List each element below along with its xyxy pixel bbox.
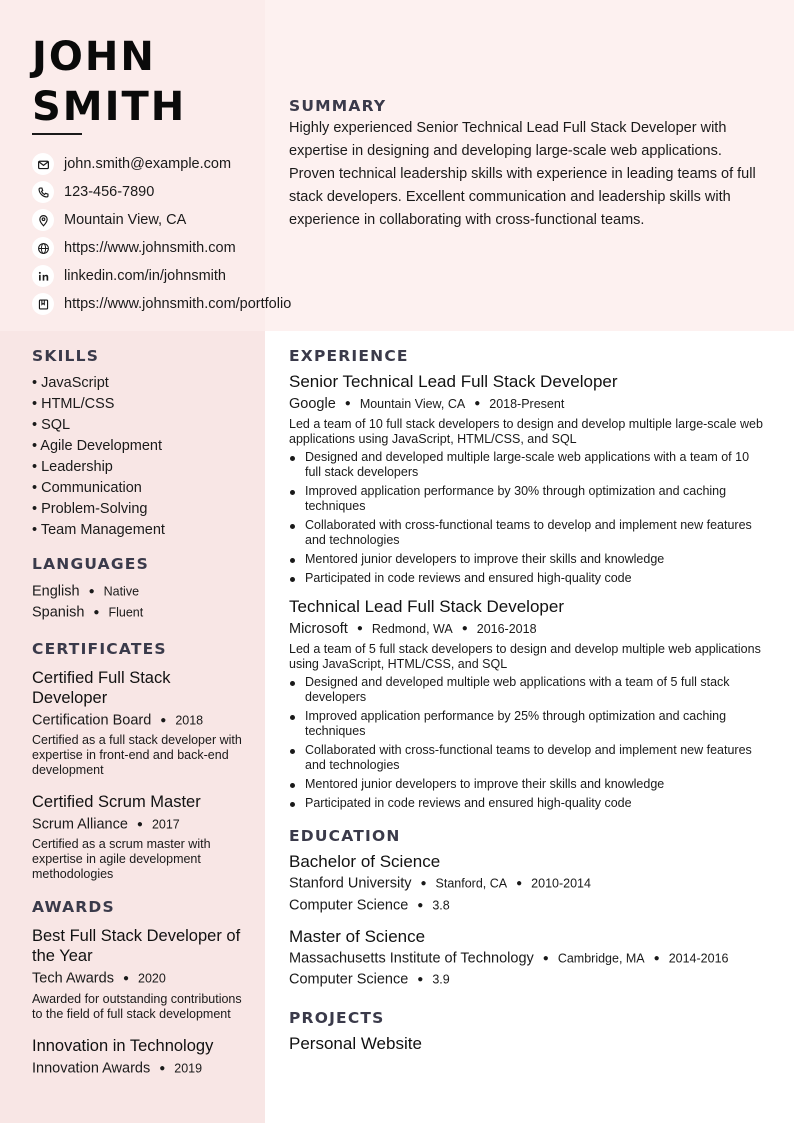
award-title: Best Full Stack Developer of the Year [32,927,241,966]
education-meta [289,948,767,969]
job-company: Microsoft [289,621,348,638]
job-meta [289,618,767,640]
contact-phone-text: 123-456-7890 [64,184,155,200]
education-dates: 2010-2014 [531,876,591,891]
certificate-title: Certified Full Stack Developer [32,668,171,707]
award-issuer: Innovation Awards [32,1059,151,1076]
languages-list [32,581,247,624]
separator-dot: ● [344,398,351,410]
award-description: Awarded for outstanding contributions to the field of full stack development [32,991,242,1021]
education-field: Computer Science [289,897,409,913]
contact-portfolio-text: https://www.johnsmith.com/portfolio [64,296,292,312]
job-location: Mountain View, CA [359,397,466,411]
education-field-row [289,895,767,916]
education-entry [289,851,767,916]
contact-website[interactable] [32,234,291,262]
skill-item: • JavaScript [32,375,109,391]
education-entry [289,926,767,991]
award-meta [32,968,247,989]
skill-item: • Leadership [32,459,113,475]
contact-phone[interactable] [32,178,291,206]
language-level: Fluent [108,605,144,620]
contact-portfolio[interactable] [32,290,291,318]
projects-heading: PROJECTS [289,1008,385,1027]
summary-heading: SUMMARY [289,97,387,115]
education-location: Cambridge, MA [557,951,645,966]
job-bullets [289,675,767,811]
certificate-description: Certified as a scrum master with expertise in agile development methodologies [32,837,211,882]
education-meta [289,873,767,894]
skill-item: • Team Management [32,522,165,538]
contact-location-text: Mountain View, CA [64,212,187,228]
job-bullet: Participated in code reviews and ensured high-quality code [289,796,767,811]
contact-location [32,206,291,234]
contact-email[interactable] [32,150,291,178]
education-heading: EDUCATION [289,827,401,846]
separator-dot: ● [653,953,660,964]
contact-website-text: https://www.johnsmith.com [64,240,236,256]
phone-icon [32,181,54,203]
separator-dot: ● [93,607,100,619]
job-bullet: Designed and developed multiple web applications with a team of 5 full stack developers [289,675,767,705]
experience-heading: EXPERIENCE [289,347,409,365]
award-meta [32,1058,247,1079]
separator-dot: ● [417,899,424,911]
globe-icon [32,237,54,259]
language-item [32,581,247,602]
separator-dot: ● [516,878,523,890]
separator-dot: ● [417,974,424,986]
job-bullet: Mentored junior developers to improve their skills and knowledge [289,777,767,792]
job-bullet: Improved application performance by 25% through optimization and caching techniques [289,709,767,739]
education-field: Computer Science [289,971,409,988]
main-column [289,347,767,1055]
skill-item: • HTML/CSS [32,396,115,412]
location-pin-icon [32,209,54,231]
mail-icon [32,153,54,175]
certificate-year: 2017 [151,817,180,832]
skill-item: • Problem-Solving [32,501,148,517]
skills-heading: SKILLS [32,347,100,365]
separator-dot: ● [420,878,427,890]
education-gpa: 3.8 [432,898,450,912]
job-bullet: Mentored junior developers to improve their skills and knowledge [289,552,767,567]
portfolio-icon [32,293,54,315]
education-school: Massachusetts Institute of Technology [289,950,534,967]
separator-dot: ● [356,623,363,635]
job-meta [289,393,767,415]
job-dates: 2016-2018 [476,622,537,637]
job-bullet: Collaborated with cross-functional teams to develop and implement new features and technologies [289,518,767,548]
award-item [32,1036,247,1079]
certificate-year: 2018 [175,712,204,727]
certificate-issuer: Scrum Alliance [32,816,128,833]
linkedin-icon [32,265,54,287]
language-name: Spanish [32,604,85,621]
awards-heading: AWARDS [32,898,115,917]
separator-dot: ● [136,818,143,830]
education-dates: 2014-2016 [668,951,729,966]
separator-dot: ● [542,953,549,964]
certificate-meta [32,814,247,835]
job-bullet: Designed and developed multiple large-scale web applications with a team of 10 full stack developers [289,450,767,480]
award-title: Innovation in Technology [32,1036,214,1055]
separator-dot: ● [159,1062,166,1074]
award-year: 2020 [138,971,166,986]
education-school: Stanford University [289,875,412,892]
job-entry [289,371,767,586]
name-line-last: SMITH [32,84,187,130]
certificate-item [32,792,247,882]
award-issuer: Tech Awards [32,970,114,987]
certificates-heading: CERTIFICATES [32,639,167,658]
job-bullet: Collaborated with cross-functional teams to develop and implement new features and technologies [289,743,767,773]
contact-email-text: john.smith@example.com [64,156,232,172]
languages-heading: LANGUAGES [32,555,149,573]
job-location: Redmond, WA [371,622,453,637]
skill-item: • Communication [32,480,142,496]
contact-list [32,150,291,318]
separator-dot: ● [160,714,167,726]
certificate-issuer: Certification Board [32,711,152,728]
job-title: Technical Lead Full Stack Developer [289,597,564,617]
award-item [32,926,247,1021]
education-degree: Bachelor of Science [289,852,441,872]
separator-dot: ● [474,398,481,410]
job-entry [289,596,767,811]
separator-dot: ● [88,586,95,597]
education-gpa: 3.9 [432,972,450,987]
job-bullet: Improved application performance by 30% through optimization and caching techniques [289,484,767,514]
language-item [32,602,247,623]
job-description: Led a team of 5 full stack developers to design and develop multiple web applications using JavaScript, HTML/CSS, and SQL [289,642,761,672]
name-divider [32,133,82,135]
education-field-row [289,969,767,990]
language-level: Native [103,584,140,599]
job-title: Senior Technical Lead Full Stack Developer [289,372,618,391]
contact-linkedin[interactable] [32,262,291,290]
contact-linkedin-text: linkedin.com/in/johnsmith [64,268,226,284]
sidebar [0,331,265,1123]
job-dates: 2018-Present [489,397,565,411]
project-title: Personal Website [289,1033,422,1053]
candidate-name [32,32,186,132]
job-bullets [289,450,767,586]
skill-item: • SQL [32,417,71,433]
job-description: Led a team of 10 full stack developers to design and develop multiple large-scale web applications using JavaScript, HTML/CSS, and SQL [289,417,763,447]
skill-item: • Agile Development [32,438,163,454]
name-line-first: JOHN [32,34,156,80]
certificate-meta [32,710,247,731]
certificate-item [32,668,247,778]
certificate-description: Certified as a full stack developer with expertise in front-end and back-end development [32,732,242,777]
skills-list [32,373,247,541]
summary-text: Highly experienced Senior Technical Lead Full Stack Developer with expertise in designing and developing large-scale web applications. Proven technical leadership skills with experience in leading teams of full stack developers. Excellent communication and leadership skills with experience in collaborating with cross-functional teams. [289,120,756,228]
separator-dot: ● [461,623,468,635]
separator-dot: ● [122,973,129,985]
award-year: 2019 [174,1060,203,1075]
language-name: English [32,583,80,600]
job-company: Google [289,396,336,412]
certificate-title: Certified Scrum Master [32,792,201,811]
education-degree: Master of Science [289,927,426,946]
education-location: Stanford, CA [435,876,508,891]
job-bullet: Participated in code reviews and ensured high-quality code [289,571,767,586]
